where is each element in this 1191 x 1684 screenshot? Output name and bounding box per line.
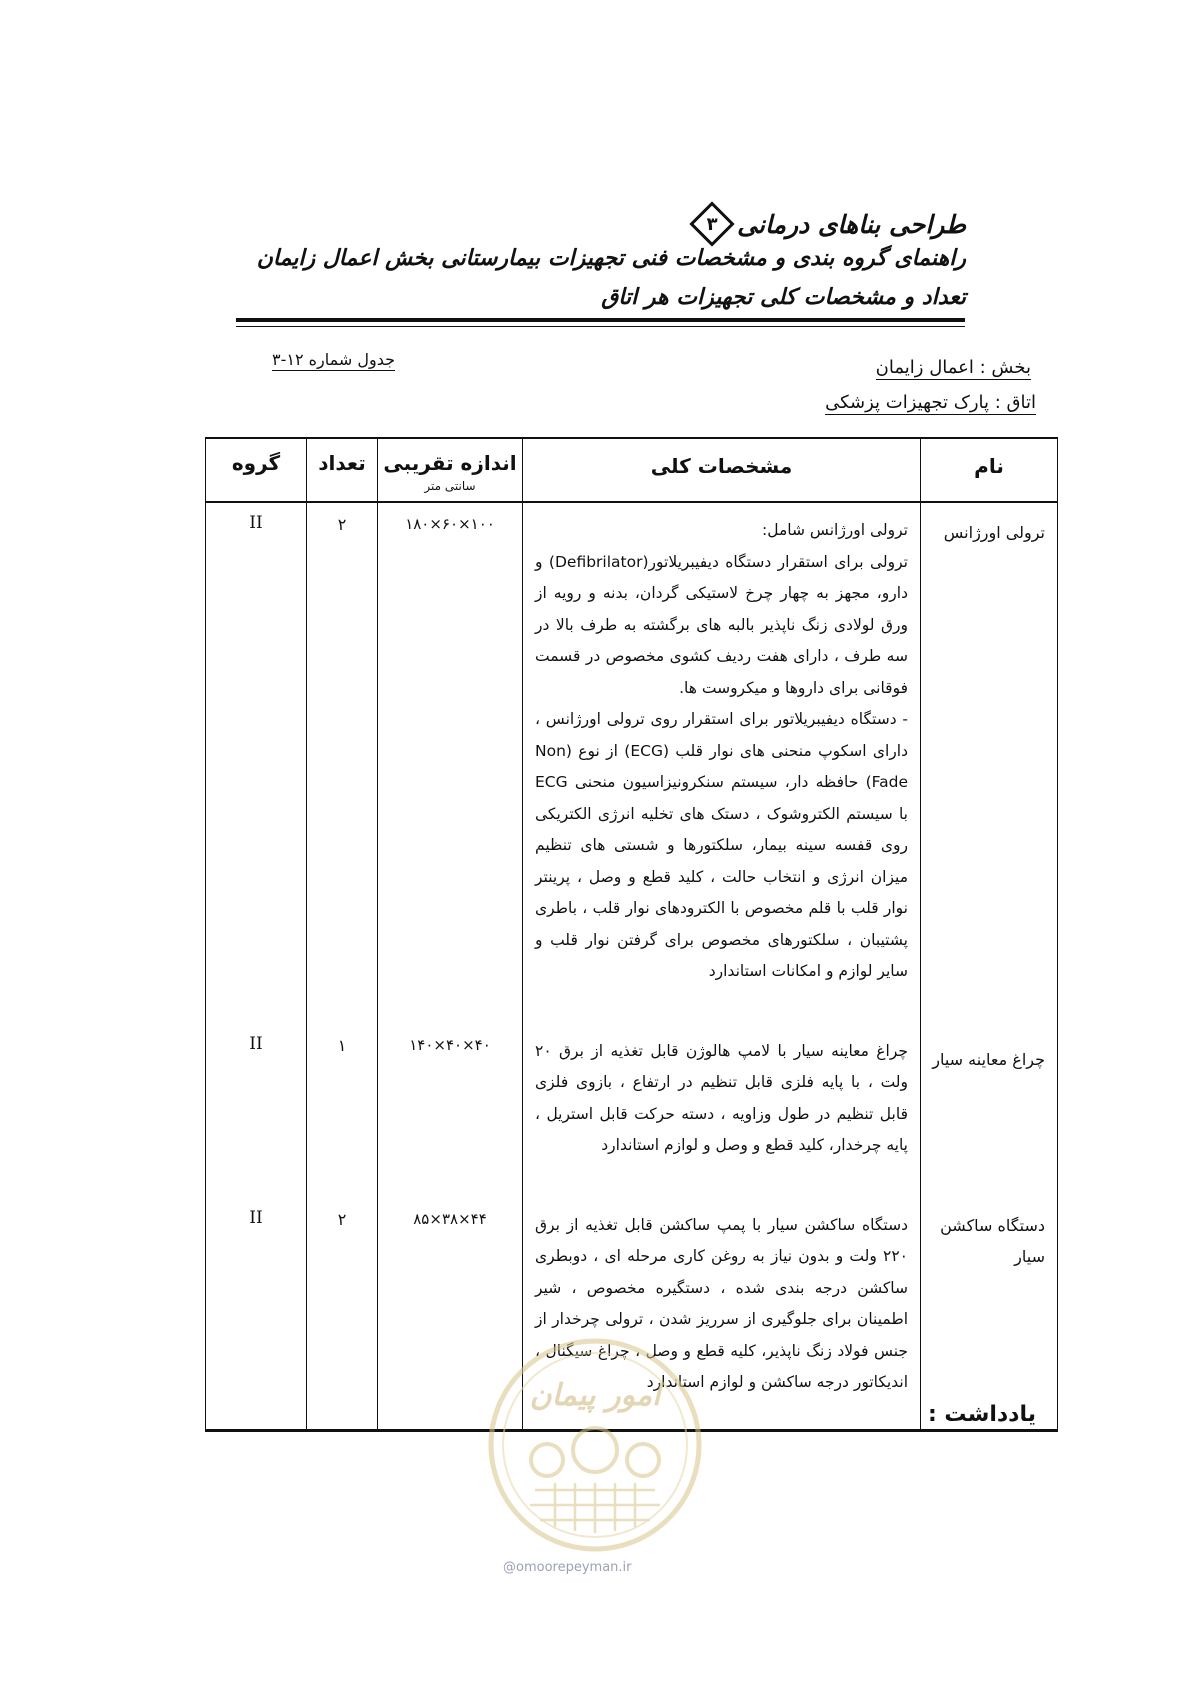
header-rule-thick — [236, 318, 965, 322]
header-group: گروه — [206, 438, 307, 502]
chapter-badge-icon: ۳ — [693, 205, 731, 243]
cell-size: ۴۰×۴۰×۱۴۰ — [378, 1024, 523, 1198]
notes-label: یادداشت : — [927, 1402, 1036, 1427]
watermark-url: @omoorepeyman.ir — [503, 1560, 632, 1575]
cell-name: دستگاه ساکشن سیار — [921, 1198, 1058, 1431]
room-label: اتاق : پارک تجهیزات پزشکی — [825, 392, 1036, 413]
cell-qty: ۲ — [307, 1198, 378, 1431]
watermark-seal-icon — [485, 1335, 705, 1555]
cell-size: ۴۴×۳۸×۸۵ — [378, 1198, 523, 1431]
cell-group: II — [206, 1024, 307, 1198]
seal-text: امور پیمان — [529, 1378, 661, 1413]
spec-paragraph: ترولی اورژانس شامل: — [762, 521, 908, 539]
cell-name: چراغ معاینه سیار — [921, 1024, 1058, 1198]
table-header-row — [206, 438, 1058, 502]
cell-spec — [523, 502, 921, 1024]
header-spec: مشخصات کلی — [523, 438, 921, 502]
document-title — [693, 205, 966, 243]
cell-spec — [523, 1024, 921, 1198]
header-size-label: اندازه تقریبی — [383, 451, 517, 475]
table-row — [206, 1024, 1058, 1198]
table-number: جدول شماره ۱۲-۳ — [272, 350, 396, 369]
title-text: طراحی بناهای درمانی — [737, 209, 966, 239]
spec-paragraph: - دستگاه دیفیبریلاتور برای استقرار روی ترولی اورژانس ، دارای اسکوپ منحنی های نوار قلب (ECG) از نوع (Non Fade) حافظه دار، سیستم سنکرونیزاسیون منحنی ECG با سیستم الکتروشوک ، دستک های تخلیه انرژی الکتریکی روی قفسه سینه بیمار، سلکتورها و شستی های تنظیم میزان انرژی و انتخاب حالت ، کلید قطع و وصل ، پرینتر نوار قلب با قلم مخصوص با الکترودهای نوار قلب ، باطری پشتیبان ، سلکتورهای مخصوص برای گرفتن نوار قلب و سایر لوازم و امکانات استاندارد — [535, 710, 908, 980]
cell-group: II — [206, 1198, 307, 1431]
header-name: نام — [921, 438, 1058, 502]
header-size-unit: سانتی متر — [424, 479, 476, 493]
spec-paragraph: ترولی برای استقرار دستگاه دیفیبریلاتور(Defibrilator) و دارو، مجهز به چهار چرخ لاستیکی گردان، بدنه و رویه از ورق لولادی زنگ ناپذیر بالبه های برگشته به طرف بالا در سه طرف ، دارای هفت ردیف کشوی مخصوص در قسمت فوقانی برای داروها و میکروست ها. — [535, 552, 908, 697]
equipment-table — [205, 437, 1058, 1432]
cell-qty: ۲ — [307, 502, 378, 1024]
cell-group: II — [206, 502, 307, 1024]
section-heading: تعداد و مشخصات کلی تجهیزات هر اتاق — [601, 285, 966, 310]
header-size — [378, 438, 523, 502]
department-label: بخش : اعمال زایمان — [875, 357, 1031, 378]
header-qty: تعداد — [307, 438, 378, 502]
cell-size: ۱۰۰×۶۰×۱۸۰ — [378, 502, 523, 1024]
cell-name: ترولی اورژانس — [921, 502, 1058, 1024]
table-row — [206, 502, 1058, 1024]
spec-paragraph: چراغ معاینه سیار با لامپ هالوژن قابل تغذیه از برق ۲۰ ولت ، با پایه فلزی قابل تنظیم در ارتفاع ، بازوی فلزی قابل تنظیم در طول وزاویه ، دسته حرکت قابل استریل ، پایه چرخدار، کلید قطع و وصل و لوازم استاندارد — [535, 1041, 908, 1154]
cell-qty: ۱ — [307, 1024, 378, 1198]
document-subtitle: راهنمای گروه بندی و مشخصات فنی تجهیزات بیمارستانی بخش اعمال زایمان — [256, 246, 966, 271]
spec-paragraph: دستگاه ساکشن سیار با پمپ ساکشن قابل تغذیه از برق ۲۲۰ ولت و بدون نیاز به روغن کاری مرحله ای ، دوبطری ساکشن درجه بندی شده ، دستگیره مخصوص ، شیر اطمینان برای جلوگیری از سرریز شدن ، ترولی چرخدار از جنس فولاد زنگ ناپذیر، کلیه قطع و وصل ، چراغ سیگنال ، اندیکاتور درجه ساکشن و لوازم استاندارد — [535, 1215, 908, 1391]
header-rule-thin — [236, 326, 965, 327]
